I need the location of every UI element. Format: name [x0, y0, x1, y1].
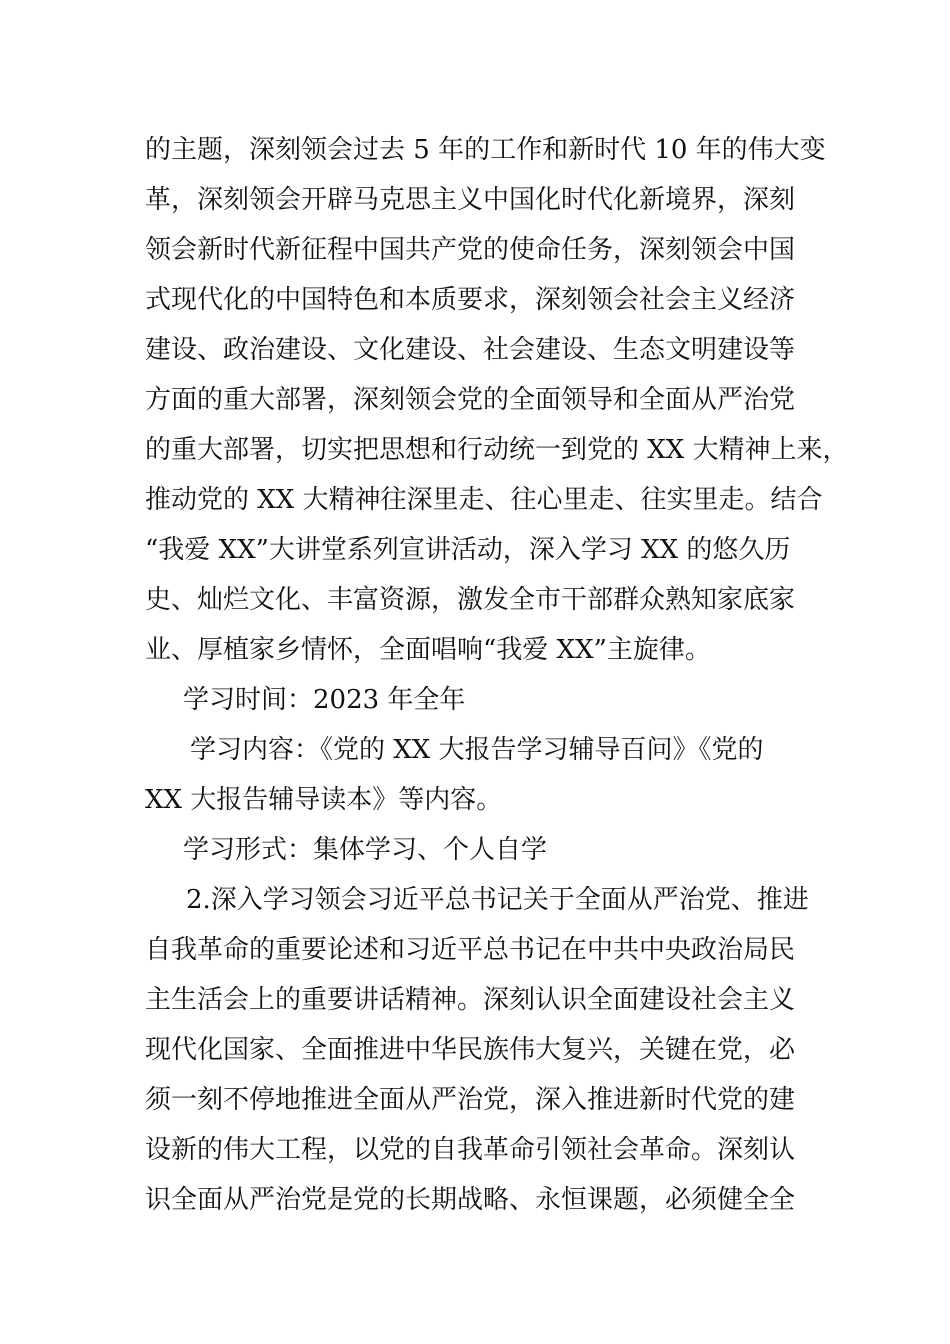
- text-line: 式现代化的中国特色和本质要求，深刻领会社会主义经济: [145, 285, 796, 315]
- text-line: 业、厚植家乡情怀，全面唱响“我爱 XX”主旋律。: [145, 635, 711, 665]
- text-line: 识全面从严治党是党的长期战略、永恒课题，必须健全全: [145, 1185, 796, 1215]
- text-line: 推动党的 XX 大精神往深里走、往心里走、往实里走。结合: [145, 485, 823, 515]
- text-line: 革，深刻领会开辟马克思主义中国化时代化新境界，深刻: [145, 185, 796, 215]
- text-line: 的主题，深刻领会过去 5 年的工作和新时代 10 年的伟大变: [145, 135, 826, 165]
- study-time-line: 学习时间：2023 年全年: [183, 685, 466, 715]
- study-content-line: 学习内容：《党的 XX 大报告学习辅导百问》《党的: [190, 735, 764, 765]
- text-line: “我爱 XX”大讲堂系列宣讲活动，深入学习 XX 的悠久历: [145, 535, 791, 565]
- text-line: 须一刻不停地推进全面从严治党，深入推进新时代党的建: [145, 1085, 796, 1115]
- text-line: 史、灿烂文化、丰富资源，激发全市干部群众熟知家底家: [145, 585, 796, 615]
- text-line: 方面的重大部署，深刻领会党的全面领导和全面从严治党: [145, 385, 796, 415]
- text-line: 现代化国家、全面推进中华民族伟大复兴，关键在党，必: [145, 1035, 796, 1065]
- text-line: 的重大部署，切实把思想和行动统一到党的 XX 大精神上来，: [145, 435, 849, 465]
- text-line: 主生活会上的重要讲话精神。深刻认识全面建设社会主义: [145, 985, 796, 1015]
- text-line: 建设、政治建设、文化建设、社会建设、生态文明建设等: [145, 335, 796, 365]
- text-line: XX 大报告辅导读本》等内容。: [145, 785, 503, 815]
- text-line: 设新的伟大工程，以党的自我革命引领社会革命。深刻认: [145, 1135, 796, 1165]
- section-heading-line: 2.深入学习领会习近平总书记关于全面从严治党、推进: [186, 885, 809, 915]
- text-line: 领会新时代新征程中国共产党的使命任务，深刻领会中国: [145, 235, 796, 265]
- text-line: 自我革命的重要论述和习近平总书记在中共中央政治局民: [145, 935, 796, 965]
- study-form-line: 学习形式：集体学习、个人自学: [183, 835, 548, 865]
